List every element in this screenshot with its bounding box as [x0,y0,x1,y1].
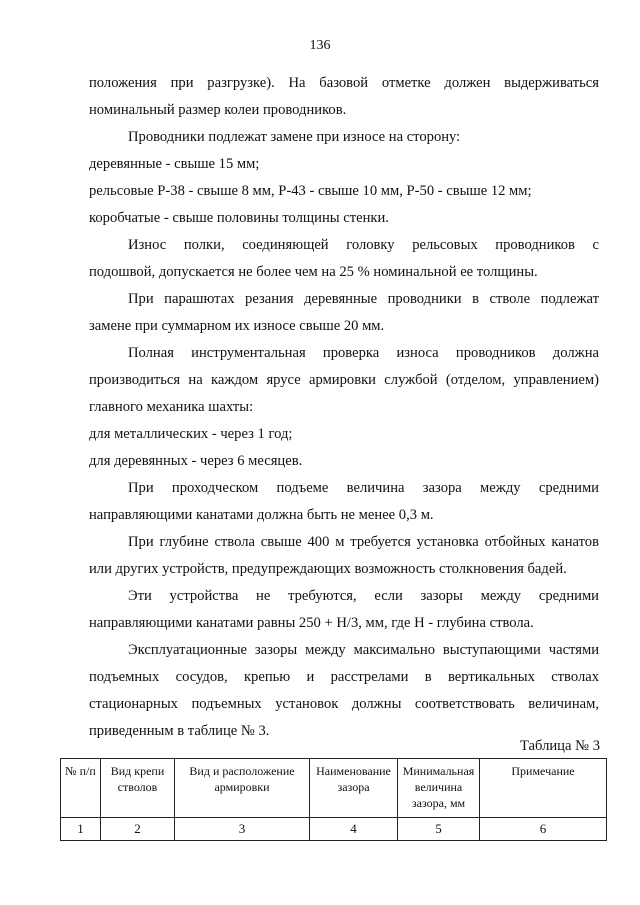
number-cell: 3 [175,818,310,841]
text-line: При проходческом подъеме величина зазора между средними [128,480,599,496]
header-cell: № п/п [61,759,101,818]
page-number: 136 [309,38,331,53]
clearance-table [60,758,607,841]
text-line: Полная инструментальная проверка износа проводников должна [128,345,599,361]
number-cell: 5 [398,818,480,841]
text-line: Эти устройства не требуются, если зазоры между средними [128,588,599,604]
text-line: Износ полки, соединяющей головку рельсовых проводников с [128,237,599,253]
text-line: деревянные - свыше 15 мм; [89,156,260,172]
text-line: номинальный размер колеи проводников. [89,102,347,118]
table-number-row [61,818,607,841]
text-line: производиться на каждом ярусе армировки службой (отделом, управлением) [89,372,599,388]
text-line: замене при суммарном их износе свыше 20 мм. [89,318,385,334]
text-line: направляющими канатами равны 250 + Н/3, мм, где Н - глубина ствола. [89,615,534,631]
text-line: подошвой, допускается не более чем на 25 % номинальной ее толщины. [89,264,538,280]
header-cell: Примечание [480,759,607,818]
text-line: При глубине ствола свыше 400 м требуется установка отбойных канатов [128,534,599,550]
number-cell: 1 [61,818,101,841]
text-line: для деревянных - через 6 месяцев. [89,453,303,469]
text-line: При парашютах резания деревянные проводники в стволе подлежат [128,291,599,307]
table-header-row [61,759,607,818]
header-cell: Минимальная величина зазора, мм [398,759,480,818]
text-line: Проводники подлежат замене при износе на сторону: [128,129,461,145]
text-line: приведенным в таблице № 3. [89,723,270,739]
text-line: для металлических - через 1 год; [89,426,293,442]
text-line: рельсовые Р-38 - свыше 8 мм, Р-43 - свыше 10 мм, Р-50 - свыше 12 мм; [89,183,532,199]
header-cell: Наименование зазора [310,759,398,818]
header-cell: Вид и расположение армировки [175,759,310,818]
header-cell: Вид крепи стволов [101,759,175,818]
number-cell: 2 [101,818,175,841]
text-line: или других устройств, предупреждающих возможность столкновения бадей. [89,561,567,577]
text-line: коробчатые - свыше половины толщины стенки. [89,210,389,226]
number-cell: 4 [310,818,398,841]
text-line: Эксплуатационные зазоры между максимально выступающими частями [128,642,599,658]
table-caption: Таблица № 3 [520,738,600,754]
text-line: стационарных подъемных установок должны соответствовать величинам, [89,696,599,712]
text-line: подъемных сосудов, крепью и расстрелами в вертикальных стволах [89,669,599,685]
text-line: положения при разгрузке). На базовой отметке должен выдерживаться [89,75,599,91]
number-cell: 6 [480,818,607,841]
text-line: главного механика шахты: [89,399,254,415]
text-line: направляющими канатами должна быть не менее 0,3 м. [89,507,434,523]
